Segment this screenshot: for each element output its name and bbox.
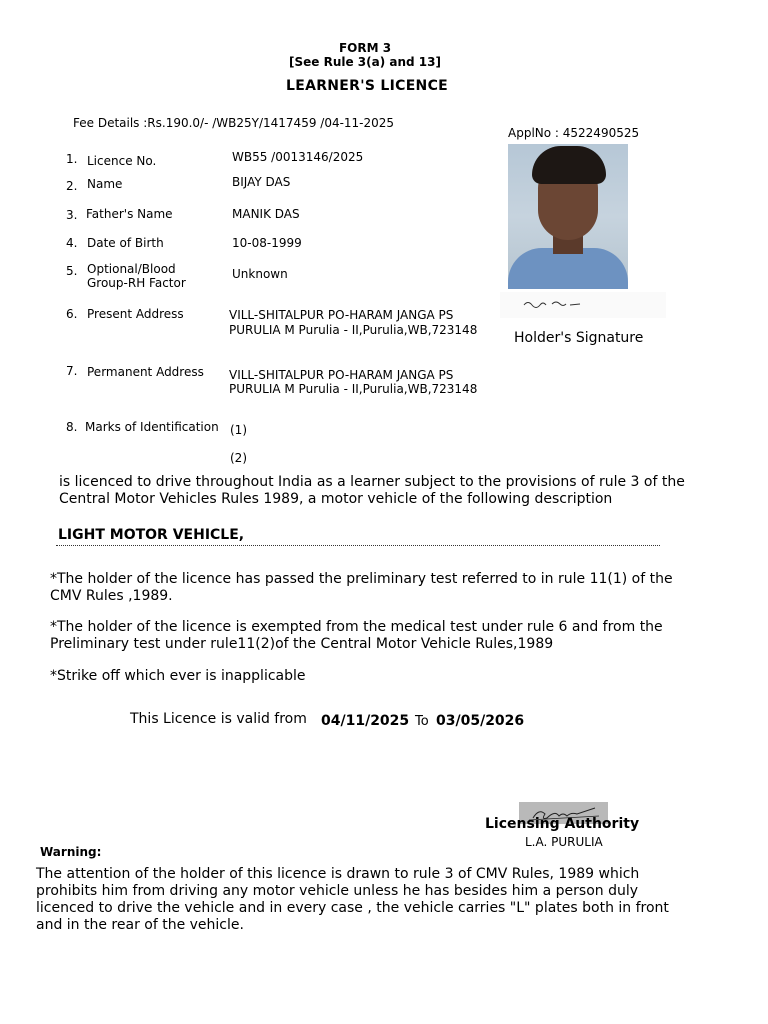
blood-group-value: Unknown (232, 267, 288, 281)
holder-signature-image (500, 292, 666, 318)
field-number: 3. (66, 208, 78, 222)
field-number: 1. (66, 152, 78, 166)
fee-details: Fee Details :Rs.190.0/- /WB25Y/1417459 /04-11-2025 (73, 116, 395, 130)
valid-to-date: 03/05/2026 (436, 713, 525, 729)
vehicle-class: LIGHT MOTOR VEHICLE, (58, 527, 245, 543)
dob-value: 10-08-1999 (232, 236, 302, 250)
note-medical-exemption: *The holder of the licence is exempted from the medical test under rule 6 and from the Preliminary test under rule11(2)of the Central Motor Vehicle Rules,1989 (50, 619, 663, 652)
valid-to-label: To (415, 714, 429, 729)
warning-title: Warning: (40, 845, 102, 859)
note-strike-off: *Strike off which ever is inapplicable (50, 668, 306, 684)
holder-photo (508, 144, 628, 289)
permanent-address-line2: PURULIA M Purulia - II,Purulia,WB,723148 (229, 382, 478, 396)
field-number: 7. (66, 364, 78, 378)
father-name-label: Father's Name (86, 207, 173, 221)
field-number: 8. (66, 420, 78, 434)
document-title: LEARNER'S LICENCE (285, 78, 449, 94)
licence-no-label: Licence No. (87, 154, 157, 168)
present-address-label: Present Address (87, 307, 184, 321)
blood-group-label-line2: Group-RH Factor (87, 276, 186, 290)
name-value: BIJAY DAS (232, 175, 291, 189)
father-name-value: MANIK DAS (232, 207, 300, 221)
identification-mark-1: (1) (230, 423, 247, 437)
present-address-line2: PURULIA M Purulia - II,Purulia,WB,723148 (229, 323, 478, 337)
present-address-line1: VILL-SHITALPUR PO-HARAM JANGA PS (229, 308, 454, 322)
blood-group-label-line1: Optional/Blood (87, 262, 176, 276)
rule-reference: [See Rule 3(a) and 13] (289, 55, 441, 69)
field-number: 5. (66, 264, 78, 278)
dotted-divider (56, 545, 660, 546)
licensing-authority-place: L.A. PURULIA (525, 835, 603, 849)
identification-mark-2: (2) (230, 451, 247, 465)
note-preliminary-test: *The holder of the licence has passed the preliminary test referred to in rule 11(1) of the CMV Rules ,1989. (50, 571, 673, 604)
permanent-address-label: Permanent Address (87, 365, 204, 379)
holder-signature-label: Holder's Signature (514, 330, 644, 346)
licensing-authority-title: Licensing Authority (485, 816, 640, 832)
licence-no-value: WB55 /0013146/2025 (232, 150, 364, 164)
application-number: ApplNo : 4522490525 (508, 126, 640, 140)
warning-text: The attention of the holder of this licence is drawn to rule 3 of CMV Rules, 1989 which prohibits him from driving any motor vehicle unless he has besides him a person duly licenced to drive the vehicle and in every case , the vehicle carries "L" plates both in front and in the rear of the vehicle. (36, 866, 669, 933)
dob-label: Date of Birth (87, 236, 164, 250)
field-number: 2. (66, 179, 78, 193)
permanent-address-line1: VILL-SHITALPUR PO-HARAM JANGA PS (229, 368, 454, 382)
valid-from-date: 04/11/2025 (321, 713, 410, 729)
validity-label: This Licence is valid from (130, 711, 307, 727)
licence-statement: is licenced to drive throughout India as a learner subject to the provisions of rule 3 of the Central Motor Vehicles Rules 1989, a motor vehicle of the following description (59, 474, 685, 507)
name-label: Name (87, 177, 123, 191)
field-number: 6. (66, 307, 78, 321)
identification-marks-label: Marks of Identification (85, 420, 219, 434)
field-number: 4. (66, 236, 78, 250)
signature-scribble (500, 292, 666, 318)
form-number: FORM 3 (338, 41, 392, 55)
